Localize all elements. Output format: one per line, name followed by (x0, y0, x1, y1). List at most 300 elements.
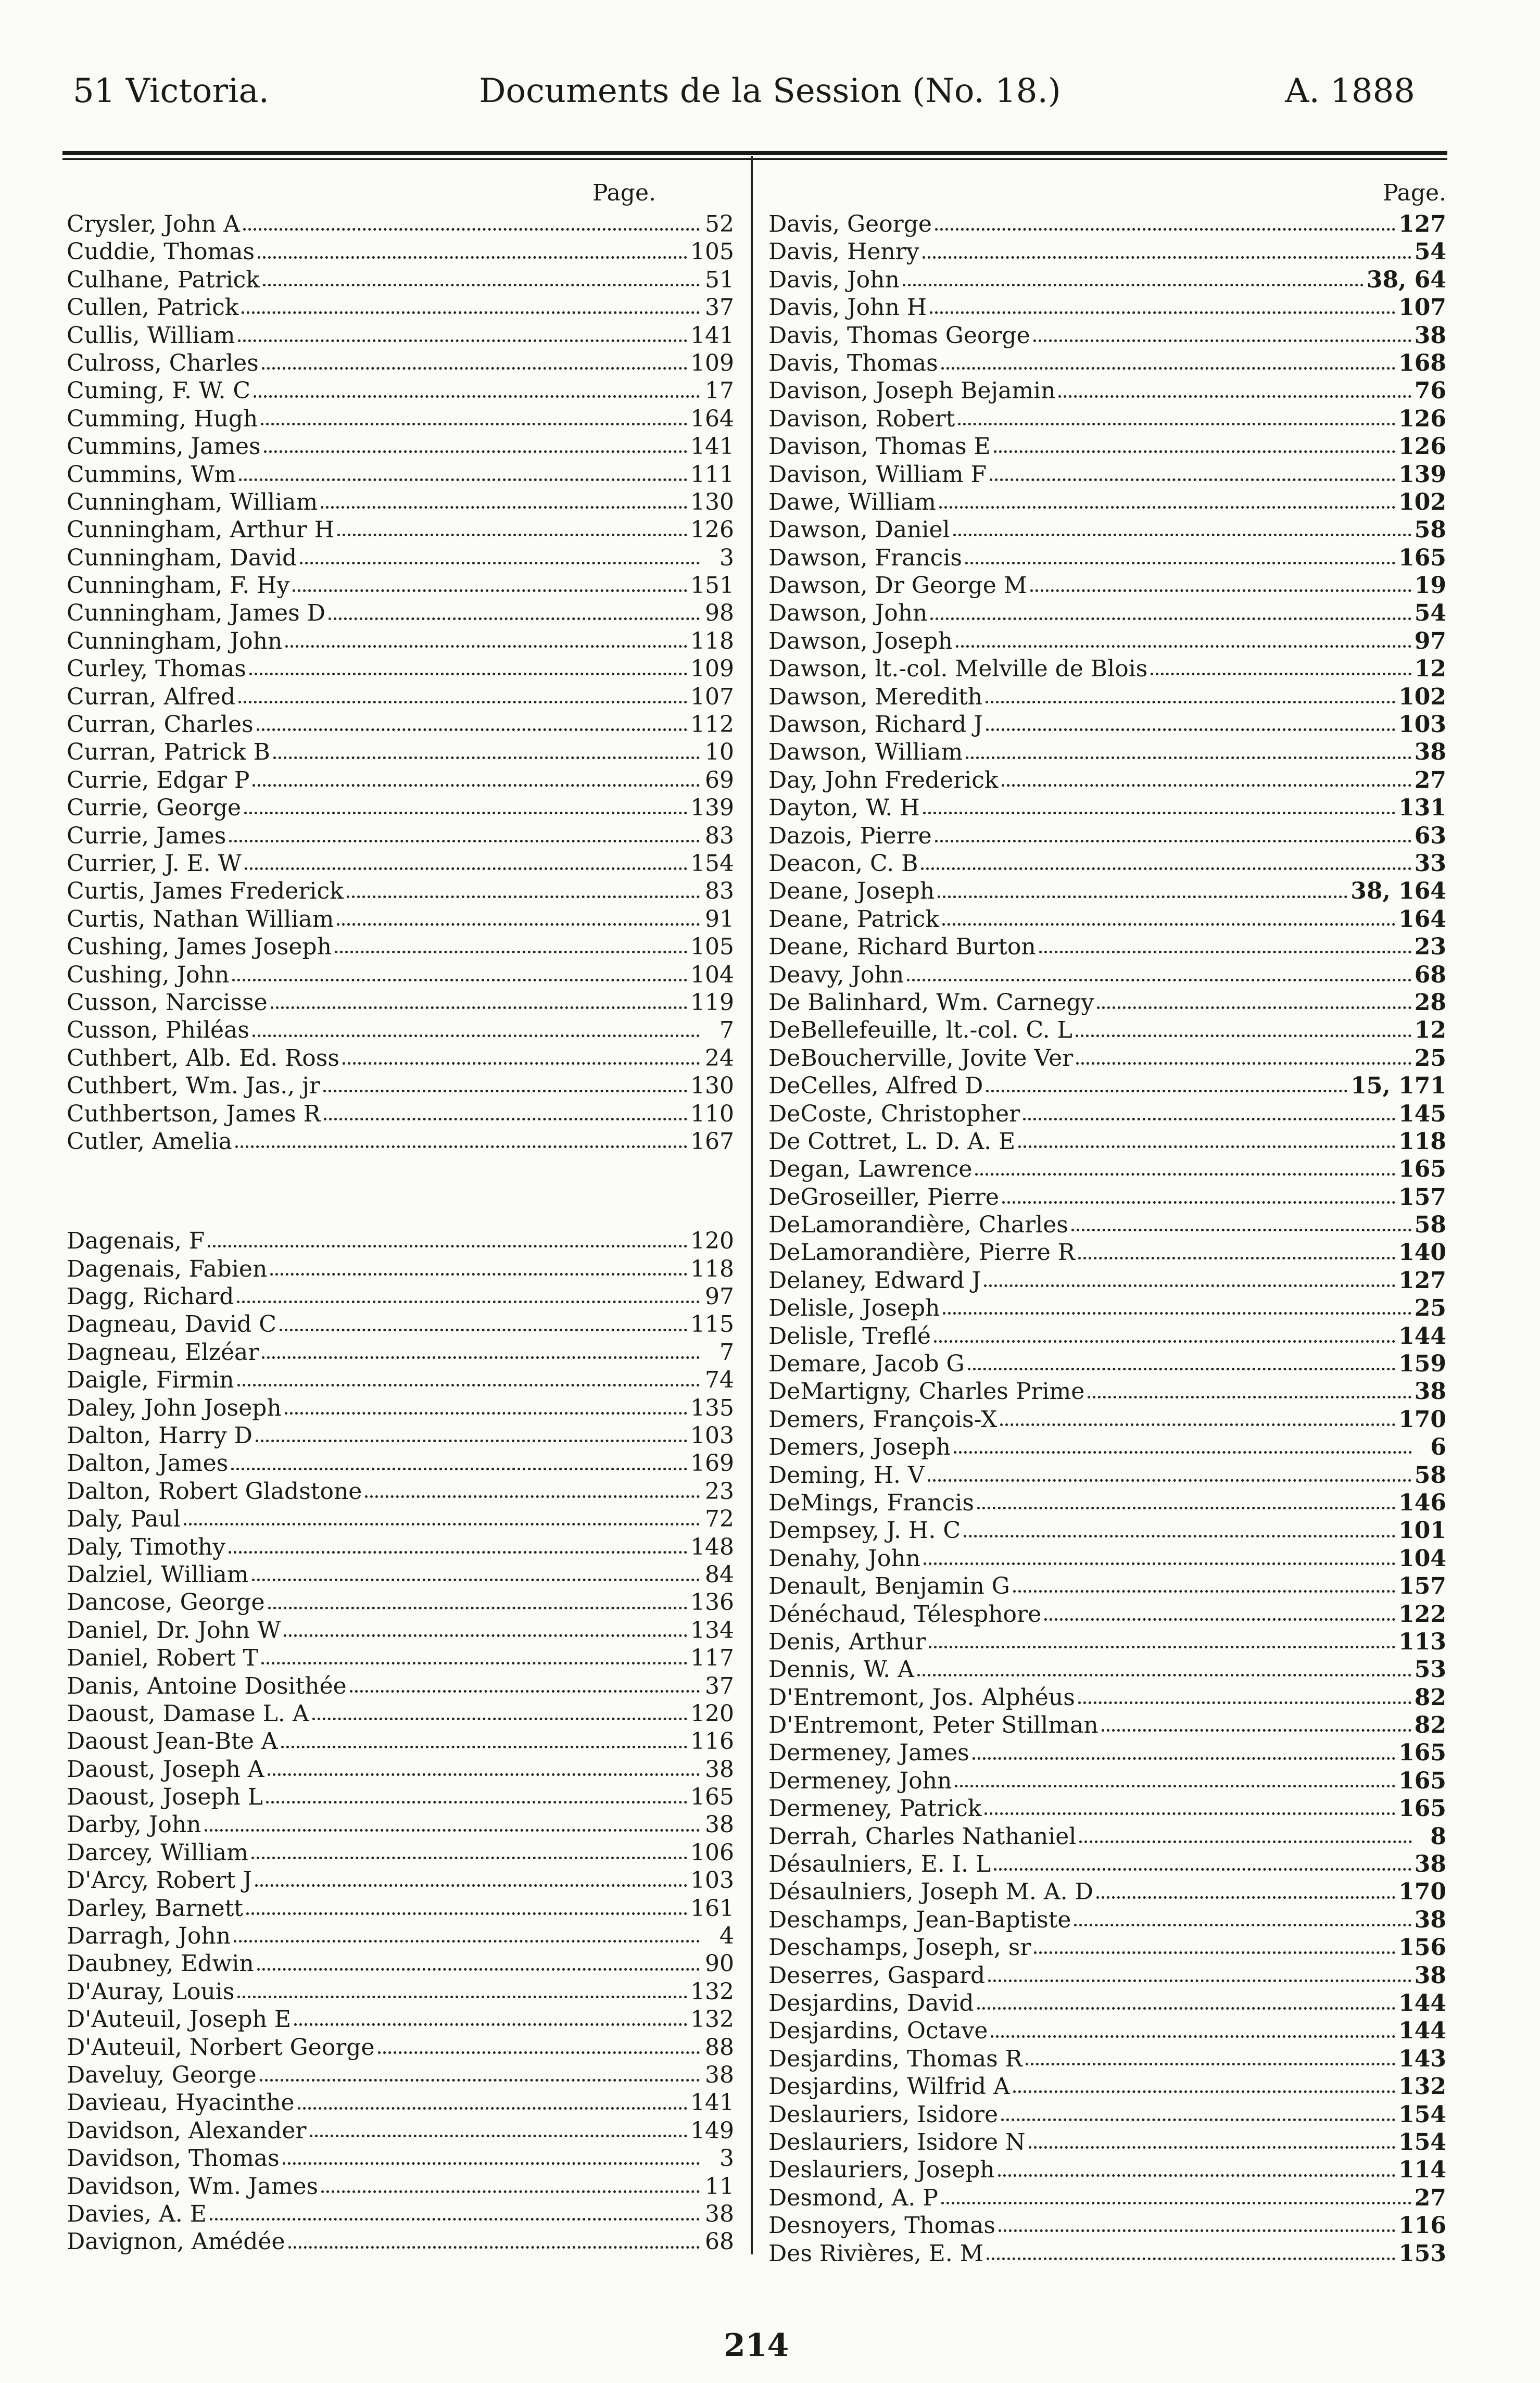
index-entry (768, 1628, 1446, 1656)
dot-leader (1076, 1035, 1411, 1037)
entry-name: Davis, John H (768, 294, 927, 321)
index-entry (768, 377, 1446, 405)
dot-leader (1078, 1257, 1395, 1259)
entry-page: 25 (1414, 1295, 1446, 1322)
entry-page: 118 (1398, 1128, 1446, 1155)
entry-name: DeMartigny, Charles Prime (768, 1378, 1085, 1405)
entry-page: 38 (705, 2062, 734, 2088)
entry-name: Degan, Lawrence (768, 1156, 973, 1183)
entry-page: 126 (1398, 433, 1446, 460)
entry-page: 72 (705, 1506, 734, 1533)
entry-name: Curran, Patrick B (67, 739, 270, 766)
dot-leader (930, 617, 1411, 620)
entry-name: Cullen, Patrick (67, 294, 239, 321)
entry-name: Cummins, James (67, 433, 261, 460)
entry-name: De Balinhard, Wm. Carnegy (768, 989, 1094, 1016)
index-d-section-continued (768, 210, 1446, 2267)
index-entry (62, 1867, 734, 1894)
entry-page: 38 (1414, 739, 1446, 766)
dot-leader (1026, 2063, 1395, 2065)
dot-leader (1096, 1896, 1395, 1899)
index-entry (768, 655, 1446, 683)
entry-page: 122 (1398, 1600, 1446, 1628)
dot-leader (239, 478, 687, 481)
index-entry (62, 544, 734, 572)
dot-leader (1079, 1840, 1412, 1843)
dot-leader (923, 256, 1411, 259)
entry-page: 74 (705, 1367, 734, 1394)
entry-page: 141 (690, 2089, 734, 2116)
dot-leader (321, 2190, 700, 2193)
index-entry (62, 1783, 734, 1811)
column-divider (751, 156, 753, 2254)
entry-name: Dagenais, Fabien (67, 1255, 268, 1282)
index-entry (62, 516, 734, 544)
dot-leader (260, 2079, 700, 2082)
entry-page: 97 (705, 1283, 734, 1310)
entry-name: Deslauriers, Isidore (768, 2101, 999, 2128)
index-entry (62, 266, 734, 294)
dot-leader (1023, 1118, 1395, 1120)
dot-leader (923, 812, 1395, 814)
index-entry (768, 572, 1446, 599)
entry-name: Desjardins, David (768, 1990, 974, 2016)
entry-name: Derrah, Charles Nathaniel (768, 1823, 1077, 1850)
index-entry (62, 1728, 734, 1755)
header-year: A. 1888 (1285, 72, 1415, 110)
dot-leader (935, 228, 1395, 231)
entry-name: Daveluy, George (67, 2062, 257, 2088)
entry-page: 83 (705, 822, 734, 849)
dot-leader (1029, 2146, 1396, 2149)
dot-leader (293, 589, 687, 592)
dot-leader (273, 756, 700, 759)
entry-name: Crysler, John A (67, 211, 240, 237)
entry-page: 68 (705, 2228, 734, 2255)
entry-name: DeGroseiller, Pierre (768, 1183, 999, 1211)
entry-page: 148 (690, 1533, 734, 1560)
index-entry (62, 1505, 734, 1533)
entry-name: Desjardins, Wilfrid A (768, 2073, 1010, 2100)
entry-page: 83 (705, 878, 734, 905)
index-entry (62, 2173, 734, 2200)
entry-page: 132 (1398, 2073, 1446, 2100)
index-entry (768, 1545, 1446, 1572)
index-entry (768, 322, 1446, 349)
entry-page: 11 (705, 2173, 734, 2200)
index-entry (768, 1211, 1446, 1239)
entry-page: 107 (690, 683, 734, 710)
dot-leader (1034, 1951, 1395, 1954)
index-entry (768, 1767, 1446, 1795)
entry-name: Deserres, Gaspard (768, 1962, 986, 1989)
entry-name: Cuming, F. W. C (67, 377, 251, 405)
dot-leader (999, 2229, 1395, 2232)
entry-name: DeCelles, Alfred D (768, 1073, 983, 1100)
index-entry (62, 1449, 734, 1477)
entry-name: Curran, Alfred (67, 683, 235, 710)
entry-name: Desmond, A. P (768, 2184, 938, 2211)
entry-page: 38, 64 (1366, 266, 1446, 293)
index-entry (768, 1267, 1446, 1294)
dot-leader (229, 840, 700, 842)
index-entry (62, 1310, 734, 1338)
entry-name: Currie, Edgar P (67, 766, 250, 793)
dot-leader (264, 450, 687, 453)
dot-leader (903, 284, 1364, 286)
index-entry (768, 2101, 1446, 2128)
entry-page: 38 (1414, 1906, 1446, 1933)
index-entry (768, 2128, 1446, 2156)
entry-name: D'Arcy, Robert J (67, 1867, 252, 1894)
right-column (768, 176, 1446, 2267)
index-entry (62, 766, 734, 794)
entry-name: Deslauriers, Isidore N (768, 2128, 1026, 2155)
index-entry (768, 294, 1446, 321)
entry-name: DeLamorandière, Pierre R (768, 1239, 1075, 1266)
dot-leader (350, 1690, 700, 1693)
entry-name: Davis, John (768, 266, 900, 293)
index-entry (768, 1406, 1446, 1433)
dot-leader (954, 1451, 1412, 1454)
entry-page: 102 (1398, 683, 1446, 710)
entry-name: Culross, Charles (67, 349, 259, 376)
index-entry (768, 488, 1446, 516)
index-entry (62, 488, 734, 516)
index-entry (768, 599, 1446, 627)
entry-name: Demers, François-X (768, 1406, 998, 1433)
entry-page: 151 (690, 572, 734, 599)
entry-name: Daniel, Robert T (67, 1645, 258, 1672)
entry-name: Dawson, William (768, 739, 963, 766)
dot-leader (935, 840, 1411, 842)
entry-name: Dermeney, James (768, 1739, 969, 1767)
index-entry (62, 1811, 734, 1838)
dot-leader (917, 1674, 1411, 1676)
header-rule-thin (62, 158, 1447, 160)
entry-name: Daoust, Joseph L (67, 1784, 263, 1811)
entry-name: Dawson, Daniel (768, 516, 950, 544)
index-d-section (62, 1227, 734, 2255)
entry-name: Cushing, James Joseph (67, 934, 332, 961)
index-entry (62, 655, 734, 683)
index-entry (62, 989, 734, 1016)
entry-page: 82 (1414, 1684, 1446, 1711)
index-entry (62, 1561, 734, 1588)
entry-name: Danis, Antoine Dosithée (67, 1672, 347, 1699)
index-entry (768, 1600, 1446, 1628)
entry-name: Cuthbert, Wm. Jas., jr (67, 1073, 320, 1100)
index-entry (768, 738, 1446, 766)
dot-leader (1018, 1145, 1395, 1148)
index-entry (62, 210, 734, 238)
entry-page: 97 (1414, 627, 1446, 654)
index-entry (62, 905, 734, 933)
entry-page: 167 (690, 1128, 734, 1155)
entry-page: 111 (690, 461, 734, 488)
entry-name: Currie, George (67, 795, 242, 822)
dot-leader (998, 2174, 1396, 2177)
entry-name: D'Auteuil, Joseph E (67, 2006, 292, 2033)
dot-leader (231, 1468, 687, 1470)
entry-name: Dawson, lt.-col. Melville de Blois (768, 655, 1148, 683)
entry-page: 104 (1398, 1545, 1446, 1572)
dot-leader (184, 1523, 700, 1525)
entry-name: Daoust, Damase L. A (67, 1700, 309, 1727)
entry-page: 88 (705, 2034, 734, 2061)
entry-name: Cullis, William (67, 322, 235, 349)
entry-name: Dagneau, David C (67, 1311, 276, 1338)
entry-page: 126 (1398, 405, 1446, 432)
entry-name: Deming, H. V (768, 1461, 925, 1489)
index-entry (62, 1756, 734, 1783)
entry-name: Cuthbert, Alb. Ed. Ross (67, 1044, 339, 1071)
entry-name: Curtis, Nathan William (67, 905, 334, 932)
entry-page: 51 (705, 266, 734, 293)
entry-page: 103 (1398, 711, 1446, 738)
index-entry (768, 238, 1446, 266)
entry-name: Dalton, James (67, 1450, 229, 1477)
entry-name: Desjardins, Octave (768, 2018, 988, 2045)
entry-page: 38 (705, 2200, 734, 2227)
entry-page: 140 (1398, 1239, 1446, 1266)
entry-name: Davison, William F (768, 461, 987, 488)
dot-leader (261, 423, 687, 425)
dot-leader (1030, 589, 1411, 592)
index-entry (768, 1044, 1446, 1072)
index-entry (62, 711, 734, 738)
dot-leader (1001, 2119, 1395, 2121)
entry-name: D'Auteuil, Norbert George (67, 2034, 375, 2061)
index-entry (62, 1839, 734, 1867)
entry-page: 159 (1398, 1351, 1446, 1378)
dot-leader (285, 645, 687, 648)
index-entry (62, 1044, 734, 1072)
entry-page: 116 (690, 1728, 734, 1755)
entry-name: Dawson, Joseph (768, 627, 953, 654)
dot-leader (335, 951, 687, 953)
entry-page: 17 (705, 377, 734, 405)
entry-page: 146 (1398, 1489, 1446, 1516)
entry-name: Dancose, George (67, 1589, 265, 1616)
entry-name: Dawson, Richard J (768, 711, 983, 738)
entry-page: 144 (1398, 2018, 1446, 2045)
index-entry (768, 961, 1446, 989)
entry-name: DeBoucherville, Jovite Ver (768, 1044, 1074, 1071)
index-entry (62, 377, 734, 405)
dot-leader (1044, 1618, 1395, 1621)
entry-name: DeLamorandière, Charles (768, 1212, 1068, 1239)
dot-leader (321, 506, 687, 509)
dot-leader (977, 2007, 1396, 2010)
index-entry (768, 2017, 1446, 2045)
entry-name: Dawson, John (768, 600, 928, 627)
entry-name: DeMings, Francis (768, 1489, 974, 1516)
dot-leader (237, 1996, 687, 1998)
dot-leader (1033, 339, 1411, 342)
dot-leader (973, 1757, 1395, 1760)
entry-page: 52 (705, 211, 734, 237)
dot-leader (254, 395, 700, 398)
entry-page: 82 (1414, 1712, 1446, 1739)
index-entry (768, 2240, 1446, 2267)
index-entry (768, 794, 1446, 822)
entry-name: Davison, Thomas E (768, 433, 991, 460)
dot-leader (953, 534, 1411, 536)
entry-page: 117 (690, 1645, 734, 1672)
dot-leader (1074, 1924, 1411, 1926)
index-entry (768, 1489, 1446, 1517)
entry-page: 110 (690, 1100, 734, 1127)
entry-page: 23 (1414, 934, 1446, 961)
left-column (62, 176, 734, 2256)
dot-leader (986, 1090, 1347, 1092)
index-entry (768, 1795, 1446, 1822)
entry-name: Dagenais, F (67, 1228, 205, 1255)
entry-page: 114 (1398, 2157, 1446, 2184)
dot-leader (343, 1062, 700, 1065)
dot-leader (934, 1340, 1395, 1343)
index-entry (768, 822, 1446, 850)
entry-name: Davison, Joseph Bejamin (768, 377, 1056, 405)
entry-page: 126 (690, 516, 734, 544)
dot-leader (234, 1940, 700, 1943)
index-entry (62, 1255, 734, 1283)
dot-leader (938, 896, 1347, 898)
entry-page: 7 (719, 1339, 734, 1366)
index-entry (62, 1617, 734, 1644)
index-entry (768, 1350, 1446, 1378)
dot-leader (994, 450, 1396, 453)
entry-name: Darby, John (67, 1811, 201, 1838)
entry-name: DeBellefeuille, lt.-col. C. L (768, 1017, 1072, 1044)
entry-name: Cusson, Narcisse (67, 989, 268, 1016)
index-entry (62, 1283, 734, 1310)
index-entry (768, 1239, 1446, 1266)
entry-name: Culhane, Patrick (67, 266, 260, 293)
dot-leader (285, 1412, 687, 1415)
entry-name: Cummins, Wm (67, 461, 236, 488)
index-entry (62, 1478, 734, 1505)
dot-leader (1058, 395, 1411, 398)
index-entry (62, 2200, 734, 2228)
entry-page: 154 (1398, 2101, 1446, 2128)
index-entry (62, 2089, 734, 2116)
entry-page: 8 (1430, 1823, 1446, 1850)
dot-leader (337, 923, 700, 926)
index-entry (768, 1962, 1446, 1989)
entry-name: Dawson, Francis (768, 544, 962, 571)
entry-page: 7 (719, 1017, 734, 1044)
entry-page: 33 (1414, 850, 1446, 877)
dot-leader (270, 1273, 687, 1276)
index-entry (62, 599, 734, 627)
index-entry (62, 1700, 734, 1728)
entry-name: Desjardins, Thomas R (768, 2045, 1023, 2072)
entry-name: Cutler, Amelia (67, 1128, 232, 1155)
entry-page: 165 (690, 1784, 734, 1811)
dot-leader (237, 1384, 700, 1386)
dot-leader (1076, 1062, 1411, 1065)
entry-page: 112 (690, 711, 734, 738)
index-entry (768, 711, 1446, 738)
entry-name: Cunningham, David (67, 544, 297, 571)
index-entry (62, 1950, 734, 1977)
entry-name: Day, John Frederick (768, 766, 999, 793)
dot-leader (1102, 1729, 1411, 1732)
entry-name: D'Entremont, Jos. Alphéus (768, 1684, 1075, 1711)
dot-leader (986, 701, 1395, 703)
entry-page: 38 (1414, 1962, 1446, 1989)
entry-name: Davidson, Alexander (67, 2117, 307, 2144)
index-entry (768, 1322, 1446, 1350)
header-title: Documents de la Session (No. 18.) (479, 72, 1061, 110)
entry-name: DeCoste, Christopher (768, 1100, 1020, 1127)
entry-page: 127 (1398, 211, 1446, 237)
index-entry (62, 1016, 734, 1044)
index-entry (62, 1339, 734, 1366)
dot-leader (929, 1646, 1395, 1648)
index-entry (62, 2228, 734, 2255)
entry-name: Deavy, John (768, 961, 904, 988)
dot-leader (288, 2246, 700, 2249)
index-entry (768, 1656, 1446, 1683)
dot-leader (263, 284, 700, 286)
entry-page: 118 (690, 1255, 734, 1282)
index-entry (62, 850, 734, 877)
dot-leader (235, 1145, 687, 1148)
entry-page: 134 (690, 1617, 734, 1644)
dot-leader (964, 1535, 1395, 1537)
entry-page: 105 (690, 238, 734, 266)
dot-leader (924, 1562, 1395, 1565)
entry-page: 143 (1398, 2045, 1446, 2072)
dot-leader (365, 1495, 700, 1498)
entry-page: 118 (690, 627, 734, 654)
dot-leader (294, 2023, 687, 2026)
entry-page: 164 (1398, 905, 1446, 932)
page-column-label: Page. (592, 180, 656, 206)
entry-page: 58 (1414, 1212, 1446, 1239)
index-entry (62, 961, 734, 989)
dot-leader (1002, 1201, 1395, 1204)
index-entry (62, 1128, 734, 1155)
dot-leader (268, 1773, 700, 1776)
header-volume: 51 Victoria. (73, 72, 269, 110)
entry-name: Des Rivières, E. M (768, 2240, 983, 2267)
entry-name: Curran, Charles (67, 711, 254, 738)
entry-page: 113 (1398, 1628, 1446, 1655)
dot-leader (1151, 673, 1411, 675)
dot-leader (324, 1118, 687, 1120)
dot-leader (256, 1440, 687, 1442)
entry-name: Désaulniers, E. I. L (768, 1851, 991, 1878)
entry-page: 90 (705, 1950, 734, 1977)
index-entry (62, 933, 734, 961)
entry-page: 141 (690, 433, 734, 460)
index-entry (768, 766, 1446, 794)
entry-page: 156 (1398, 1934, 1446, 1961)
index-entry (768, 1155, 1446, 1183)
index-entry (768, 1461, 1446, 1489)
entry-name: Davieau, Hyacinthe (67, 2089, 295, 2116)
dot-leader (921, 867, 1411, 870)
dot-leader (955, 1785, 1395, 1787)
index-entry (62, 2145, 734, 2172)
index-entry (768, 1294, 1446, 1322)
entry-page: 37 (705, 1672, 734, 1699)
index-entry (62, 2117, 734, 2145)
